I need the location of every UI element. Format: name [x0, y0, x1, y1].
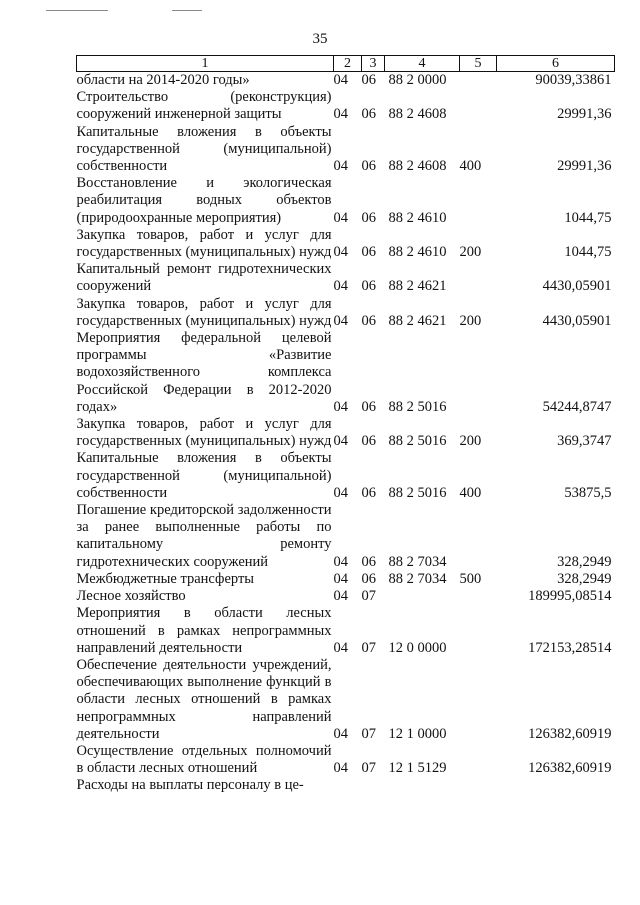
row-name-cell: Мероприятия федеральной целевой программы «Развитие водохозяйственного комплекса Российской Федерации в 2012-2020 годах»: [76, 330, 332, 415]
expense-type-cell: 500: [459, 570, 482, 587]
target-item-cell: 88 2 4610: [388, 244, 447, 261]
expense-type-cell: 400: [459, 484, 482, 501]
scan-artifact: [46, 10, 108, 11]
section-code-cell: 04: [333, 760, 348, 777]
row-name-cell: Расходы на выплаты персоналу в це-: [76, 777, 304, 794]
column-header: 4: [385, 56, 460, 72]
amount-cell: 172153,28514: [528, 639, 612, 656]
expense-type-cell: [460, 588, 497, 605]
scan-artifact: [172, 10, 202, 11]
expense-type-cell: [460, 89, 497, 123]
amount-cell: 54244,8747: [542, 398, 612, 415]
subsection-code-cell: 06: [361, 312, 376, 329]
expense-type-cell: 200: [459, 244, 482, 261]
table-row: [77, 330, 615, 416]
table-row: [77, 296, 615, 330]
table-header-row: [77, 56, 615, 72]
subsection-code-cell: 06: [361, 244, 376, 261]
row-name-cell: Лесное хозяйство: [76, 588, 186, 605]
amount-cell: 29991,36: [557, 158, 612, 175]
amount-cell: 1044,75: [564, 209, 612, 226]
subsection-code-cell: 06: [361, 398, 376, 415]
section-code-cell: 04: [333, 398, 348, 415]
amount-cell: 189995,08514: [528, 588, 612, 605]
expense-type-cell: 200: [459, 433, 482, 450]
section-code-cell: 04: [333, 588, 348, 605]
subsection-code-cell: 06: [361, 484, 376, 501]
section-code-cell: 04: [333, 553, 348, 570]
target-item-cell: 88 2 5016: [388, 484, 447, 501]
section-code-cell: 04: [333, 725, 348, 742]
subsection-code-cell: 06: [361, 433, 376, 450]
subsection-code-cell: 06: [361, 570, 376, 587]
amount-cell: 4430,05901: [542, 312, 612, 329]
target-item-cell: 12 0 0000: [388, 639, 447, 656]
amount-cell: 126382,60919: [528, 725, 612, 742]
amount-cell: 4430,05901: [542, 278, 612, 295]
table-row: [77, 227, 615, 261]
section-code-cell: 04: [333, 570, 348, 587]
subsection-code-cell: 07: [361, 760, 376, 777]
subsection-code-cell: 06: [361, 553, 376, 570]
amount-cell: 328,2949: [557, 553, 612, 570]
table-row: [77, 416, 615, 450]
row-name-cell: Мероприятия в области лесных отношений в рамках непрограммных направлений деятельности: [76, 605, 332, 656]
expense-type-cell: [460, 777, 497, 794]
target-item-cell: 12 1 5129: [388, 760, 447, 777]
row-name-cell: Капитальные вложения в объекты государственной (муниципальной) собственности: [76, 123, 332, 175]
row-name-cell: Капитальные вложения в объекты государственной (муниципальной) собственности: [76, 450, 332, 501]
target-item-cell: 12 1 0000: [388, 725, 447, 742]
expense-type-cell: [460, 502, 497, 571]
expense-type-cell: [460, 657, 497, 743]
section-code-cell: 04: [333, 72, 348, 88]
row-name-cell: Погашение кредиторской задолженности за ранее выполненные работы по капитальному ремонту гидротехнических сооружений: [76, 502, 332, 570]
row-name-cell: Обеспечение деятельности учреждений, обеспечивающих выполнение функций в области лесных отношений в рамках непрограммных направлений деятельности: [76, 656, 332, 742]
target-item-cell: 88 2 5016: [388, 398, 447, 415]
budget-table: [76, 55, 615, 795]
column-header: 1: [77, 56, 334, 72]
row-name-cell: Закупка товаров, работ и услуг для государственных (муниципальных) нужд: [76, 295, 332, 329]
section-code-cell: [334, 777, 362, 794]
expense-type-cell: [460, 330, 497, 416]
amount-cell: [497, 777, 615, 794]
section-code-cell: 04: [333, 244, 348, 261]
row-name-cell: Межбюджетные трансферты: [76, 570, 255, 587]
row-name-cell: области на 2014-2020 годы»: [76, 72, 250, 88]
section-code-cell: 04: [333, 106, 348, 123]
table-row: [77, 261, 615, 295]
table-row: [77, 72, 615, 90]
amount-cell: 328,2949: [557, 570, 612, 587]
amount-cell: 90039,33861: [535, 72, 612, 88]
row-name-cell: Осуществление отдельных полномочий в области лесных отношений: [76, 742, 332, 777]
expense-type-cell: [460, 605, 497, 657]
subsection-code-cell: 06: [361, 106, 376, 123]
table-row: [77, 175, 615, 227]
table-row: [77, 124, 615, 176]
table-row: [77, 743, 615, 777]
amount-cell: 126382,60919: [528, 760, 612, 777]
column-header: 2: [334, 56, 362, 72]
expense-type-cell: [460, 175, 497, 227]
section-code-cell: 04: [333, 433, 348, 450]
target-item-cell: 88 2 4608: [388, 158, 447, 175]
target-item-cell: 88 2 4610: [388, 209, 447, 226]
section-code-cell: 04: [333, 158, 348, 175]
table-row: [77, 450, 615, 502]
subsection-code-cell: 07: [361, 639, 376, 656]
amount-cell: 29991,36: [557, 106, 612, 123]
subsection-code-cell: 06: [361, 278, 376, 295]
section-code-cell: 04: [333, 484, 348, 501]
expense-type-cell: [460, 72, 497, 90]
target-item-cell: 88 2 7034: [388, 570, 447, 587]
amount-cell: 1044,75: [564, 244, 612, 261]
table-row: [77, 605, 615, 657]
subsection-code-cell: 07: [361, 725, 376, 742]
subsection-code-cell: [362, 777, 385, 794]
target-item-cell: 88 2 4621: [388, 312, 447, 329]
row-name-cell: Закупка товаров, работ и услуг для государственных (муниципальных) нужд: [76, 226, 332, 261]
table-row: [77, 571, 615, 588]
subsection-code-cell: 06: [361, 158, 376, 175]
subsection-code-cell: 07: [361, 588, 376, 605]
expense-type-cell: [460, 261, 497, 295]
amount-cell: 53875,5: [564, 484, 612, 501]
subsection-code-cell: 06: [361, 209, 376, 226]
column-header: 6: [497, 56, 615, 72]
row-name-cell: Строительство (реконструкция) сооружений инженерной защиты: [76, 89, 332, 123]
table-row: [77, 588, 615, 605]
section-code-cell: 04: [333, 278, 348, 295]
expense-type-cell: 200: [459, 312, 482, 329]
amount-cell: 369,3747: [557, 433, 612, 450]
table-row: [77, 657, 615, 743]
expense-type-cell: 400: [459, 158, 482, 175]
section-code-cell: 04: [333, 209, 348, 226]
section-code-cell: 04: [333, 639, 348, 656]
target-item-cell: 88 2 5016: [388, 433, 447, 450]
row-name-cell: Капитальный ремонт гидротехнических сооружений: [76, 261, 332, 295]
target-item-cell: 88 2 0000: [388, 72, 447, 88]
section-code-cell: 04: [333, 312, 348, 329]
table-row: [77, 777, 615, 794]
table-row: [77, 89, 615, 123]
column-header: 5: [460, 56, 497, 72]
page-number: 35: [312, 31, 328, 47]
target-item-cell: 88 2 7034: [388, 553, 447, 570]
target-item-cell: 88 2 4621: [388, 278, 447, 295]
target-item-cell: [385, 588, 460, 605]
subsection-code-cell: 06: [361, 72, 376, 88]
expense-type-cell: [460, 743, 497, 777]
row-name-cell: Закупка товаров, работ и услуг для государственных (муниципальных) нужд: [76, 416, 332, 450]
target-item-cell: [385, 777, 460, 794]
table-row: [77, 502, 615, 571]
target-item-cell: 88 2 4608: [388, 106, 447, 123]
column-header: 3: [362, 56, 385, 72]
row-name-cell: Восстановление и экологическая реабилитация водных объектов (природоохранные мероприятия): [76, 175, 332, 226]
